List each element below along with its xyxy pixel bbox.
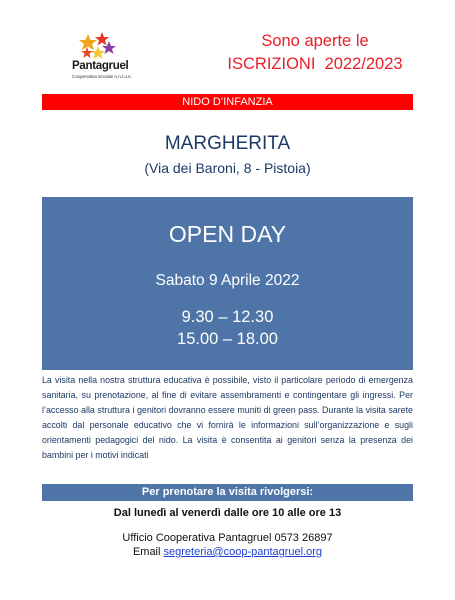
office-contact: Ufficio Cooperativa Pantagruel 0573 26897 <box>122 532 333 544</box>
open-day-time-afternoon: 15.00 – 18.00 <box>177 330 278 348</box>
header-line2: ISCRIZIONI 2022/2023 <box>227 55 403 73</box>
logo-name: Pantagruel <box>72 60 129 72</box>
enrollment-header <box>220 30 410 76</box>
open-day-date: Sabato 9 Aprile 2022 <box>155 272 300 289</box>
email-link[interactable]: segreteria@coop-pantagruel.org <box>163 546 323 558</box>
pantagruel-logo <box>72 32 144 82</box>
section-label-bar: NIDO D’INFANZIA <box>42 94 413 110</box>
stars-logo-icon <box>78 32 118 62</box>
open-day-box <box>42 197 413 370</box>
booking-label-bar: Per prenotare la visita rivolgersi: <box>42 484 413 501</box>
email-label: Email <box>132 546 161 558</box>
school-address: (Via dei Baroni, 8 - Pistoia) <box>144 160 311 176</box>
school-name: MARGHERITA <box>164 133 291 154</box>
logo-subtitle: Cooperativa Sociale o.n.l.u.s. <box>72 74 132 79</box>
open-day-title: OPEN DAY <box>168 221 287 247</box>
visit-description: La visita nella nostra struttura educativa è possibile, visto il particolare periodo di emergenza sanitaria, su prenotazione, al fine di evitare assembramenti e contingentare gli ingressi. Per l’accesso alla struttura i genitori dovranno essere muniti di green pass. Durante la visita sarete accolti dal personale educativo che vi fornirà le informazioni sull’organizzazione e sugli orientamenti pedagogici del nido. La visita è consentita ai genitori senza la presenza dei bambini per i motivi indicati <box>42 375 413 460</box>
open-day-time-morning: 9.30 – 12.30 <box>181 308 274 326</box>
booking-schedule: Dal lunedì al venerdì dalle ore 10 alle ore 13 <box>113 507 342 519</box>
email-contact <box>0 546 455 558</box>
header-line1: Sono aperte le <box>261 32 369 50</box>
